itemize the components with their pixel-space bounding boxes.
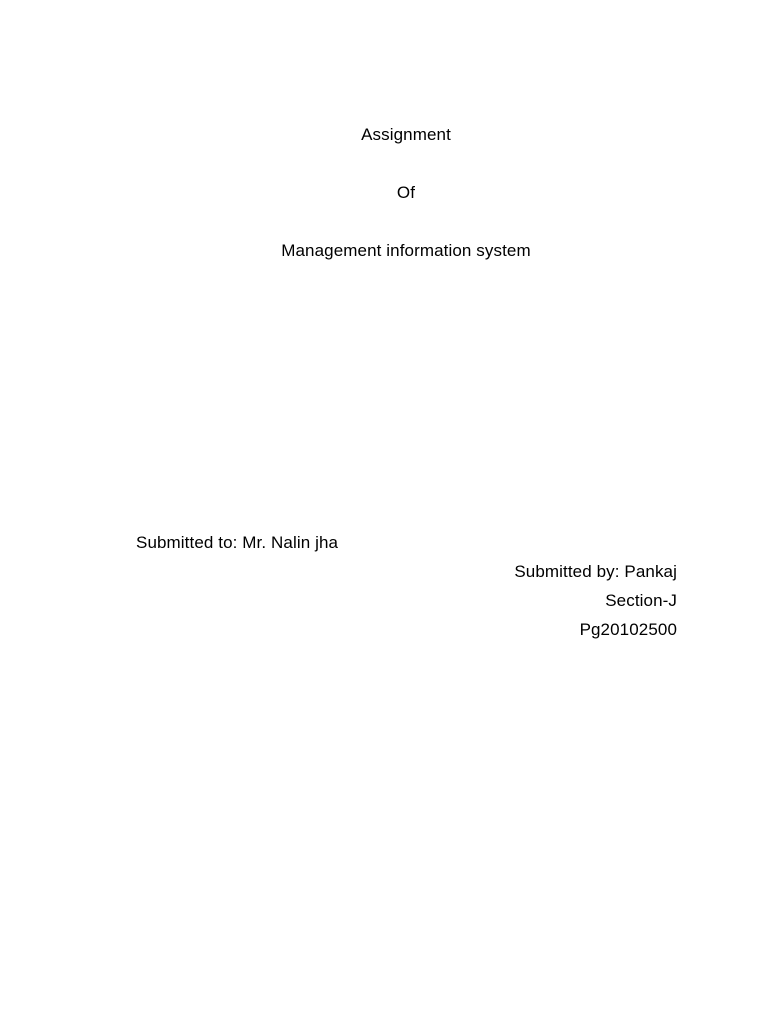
document-title-assignment: Assignment xyxy=(361,125,451,144)
document-title-of: Of xyxy=(396,183,416,202)
roll-number-text: Pg20102500 xyxy=(579,620,677,639)
submitted-by-text: Submitted by: Pankaj xyxy=(514,562,677,581)
document-subject-title: Management information system xyxy=(281,241,531,260)
submitted-to-text: Submitted to: Mr. Nalin jha xyxy=(136,533,339,552)
section-text: Section-J xyxy=(605,591,677,610)
